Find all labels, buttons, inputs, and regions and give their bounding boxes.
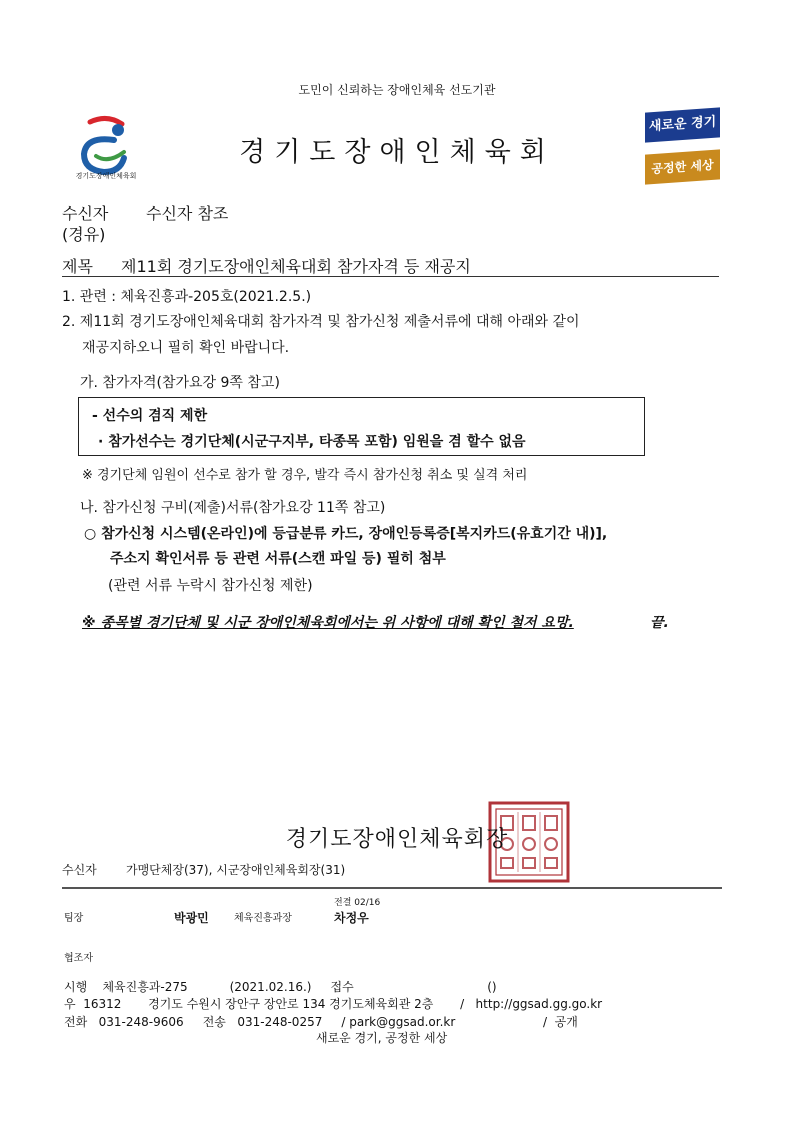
org-title: 경기도장애인체육회 bbox=[239, 137, 555, 168]
section-b-line-3: (관련 서류 누락시 참가신청 제한) bbox=[108, 578, 313, 594]
restriction-box-line-2: · 참가선수는 경기단체(시군구지부, 타종목 포함) 임원을 겸 할수 없음 bbox=[98, 434, 526, 450]
final-notice: ※ 종목별 경기단체 및 시군 장애인체육회에서는 위 사항에 대해 확인 철저 요망. bbox=[82, 615, 574, 631]
footer-slogan: 새로운 경기, 공정한 세상 bbox=[316, 1031, 448, 1045]
via-label: (경유) bbox=[62, 225, 106, 244]
distribution-value: 가맹단체장(37), 시군장애인체육회장(31) bbox=[126, 863, 346, 877]
section-a-note: ※ 경기단체 임원이 선수로 참가 할 경우, 발각 즉시 참가신청 취소 및 실격 처리 bbox=[82, 468, 528, 483]
team-leader-label: 팀장 bbox=[64, 913, 84, 924]
slogan-badge bbox=[645, 110, 720, 184]
footer-execution-line: 시행 체육진흥과-275 (2021.02.16.) 접수 () bbox=[64, 980, 497, 994]
recipient-value: 수신자 참조 bbox=[146, 204, 229, 223]
body-item-2-line-2: 재공지하오니 필히 확인 바랍니다. bbox=[82, 340, 290, 356]
section-b-line-2: 주소지 확인서류 등 관련 서류(스캔 파일 등) 필히 첨부 bbox=[110, 551, 446, 567]
body-item-2-line-1: 2. 제11회 경기도장애인체육대회 참가자격 및 참가신청 제출서류에 대해 아래와 같이 bbox=[62, 314, 580, 330]
recipient-label: 수신자 bbox=[62, 204, 109, 223]
header-tagline: 도민이 신뢰하는 장애인체육 선도기관 bbox=[298, 83, 496, 97]
body-item-1: 1. 관련 : 체육진흥과-205호(2021.2.5.) bbox=[62, 289, 312, 305]
section-b-line-1: ○ 참가신청 시스템(온라인)에 등급분류 카드, 장애인등록증[복지카드(유효기간 내)], bbox=[84, 526, 608, 542]
badge-bottom-text: 공정한 세상 bbox=[645, 149, 720, 184]
distribution-label: 수신자 bbox=[62, 863, 97, 877]
subject-label: 제목 bbox=[62, 257, 93, 276]
badge-top-text: 새로운 경기 bbox=[645, 107, 720, 142]
subject-divider bbox=[62, 276, 719, 277]
distribution-divider bbox=[62, 887, 722, 889]
footer-postal-line: 우 16312 경기도 수원시 장안구 장안로 134 경기도체육회관 2층 / http://ggsad.gg.go.kr bbox=[64, 997, 603, 1011]
document-end-mark: 끝. bbox=[650, 615, 669, 631]
manager-name: 차정우 bbox=[334, 911, 369, 925]
logo-caption: 경기도장애인체육회 bbox=[75, 172, 137, 180]
team-leader-name: 박광민 bbox=[174, 911, 209, 925]
cooperator-label: 협조자 bbox=[64, 953, 93, 964]
delegated-approval-mark: 전결 02/16 bbox=[334, 898, 381, 908]
restriction-box-line-1: - 선수의 겸직 제한 bbox=[92, 408, 208, 424]
manager-label: 체육진흥과장 bbox=[234, 913, 292, 924]
section-a-heading: 가. 참가자격(참가요강 9쪽 참고) bbox=[80, 375, 280, 391]
section-b-heading: 나. 참가신청 구비(제출)서류(참가요강 11쪽 참고) bbox=[80, 500, 386, 516]
footer-phone-line: 전화 031-248-9606 전송 031-248-0257 / park@ggsad.or.kr / 공개 bbox=[64, 1015, 578, 1029]
president-signature: 경기도장애인체육회장 bbox=[285, 827, 509, 852]
subject-value: 제11회 경기도장애인체육대회 참가자격 등 재공지 bbox=[121, 257, 471, 276]
